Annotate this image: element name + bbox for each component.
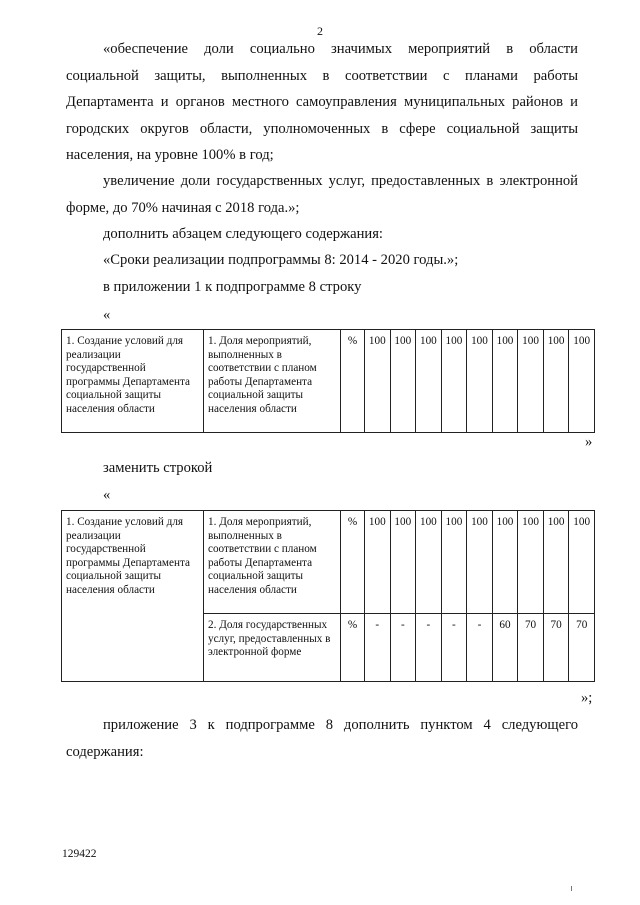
paragraph-replace: заменить строкой bbox=[103, 460, 213, 476]
value-cell: 100 bbox=[365, 330, 391, 433]
indicator-cell: 2. Доля государственных услуг, предоставленных в электронной форме bbox=[204, 614, 341, 682]
paragraph-add-clause: дополнить абзацем следующего содержания: bbox=[103, 226, 383, 242]
value-cell: 100 bbox=[441, 511, 467, 614]
unit-cell: % bbox=[341, 511, 365, 614]
value-cell: 60 bbox=[492, 614, 518, 682]
open-quote-2: « bbox=[103, 487, 111, 503]
value-cell: - bbox=[441, 614, 467, 682]
replacement-row-table bbox=[61, 510, 595, 682]
value-cell: - bbox=[365, 614, 391, 682]
document-code: 129422 bbox=[62, 848, 97, 860]
value-cell: 100 bbox=[441, 330, 467, 433]
value-cell: 100 bbox=[543, 330, 569, 433]
paragraph-electronic-services: увеличение доли государственных услуг, предоставленных в электронной форме, до 70% начиная с 2018 года.»; bbox=[66, 173, 578, 216]
task-cell: 1. Создание условий для реализации государственной программы Департамента социальной защиты населения области bbox=[62, 330, 204, 433]
value-cell: 100 bbox=[518, 330, 544, 433]
value-cell: 100 bbox=[365, 511, 391, 614]
value-cell: 100 bbox=[467, 511, 493, 614]
value-cell: 100 bbox=[390, 511, 416, 614]
unit-cell: % bbox=[341, 614, 365, 682]
paragraph-timeframe: «Сроки реализации подпрограммы 8: 2014 - 2020 годы.»; bbox=[103, 252, 459, 268]
value-cell: 100 bbox=[492, 330, 518, 433]
paragraph-indicator-level: «обеспечение доли социально значимых мероприятий в области социальной защиты, выполненных в соответствии с планами работы Департамента и органов местного самоуправления муниципальных районов и городских округов области, уполномоченных в сфере социальной защиты населения, на уровне 100% в год; bbox=[66, 41, 578, 163]
value-cell: 100 bbox=[416, 511, 442, 614]
value-cell: - bbox=[390, 614, 416, 682]
indicator-cell: 1. Доля мероприятий, выполненных в соответствии с планом работы Департамента социальной защиты населения области bbox=[204, 330, 341, 433]
value-cell: 100 bbox=[390, 330, 416, 433]
value-cell: - bbox=[416, 614, 442, 682]
value-cell: 70 bbox=[569, 614, 595, 682]
paragraph-appendix-row: в приложении 1 к подпрограмме 8 строку bbox=[103, 279, 362, 295]
value-cell: 100 bbox=[467, 330, 493, 433]
close-quote-1: » bbox=[585, 434, 593, 450]
unit-cell: % bbox=[341, 330, 365, 433]
page-number: 2 bbox=[317, 24, 323, 38]
value-cell: - bbox=[467, 614, 493, 682]
scan-mark bbox=[571, 886, 572, 891]
value-cell: 100 bbox=[518, 511, 544, 614]
value-cell: 100 bbox=[492, 511, 518, 614]
task-cell: 1. Создание условий для реализации государственной программы Департамента социальной защиты населения области bbox=[62, 511, 204, 682]
original-row-table bbox=[61, 329, 595, 433]
table-row bbox=[62, 511, 595, 614]
value-cell: 100 bbox=[569, 330, 595, 433]
value-cell: 100 bbox=[569, 511, 595, 614]
indicator-cell: 1. Доля мероприятий, выполненных в соответствии с планом работы Департамента социальной защиты населения области bbox=[204, 511, 341, 614]
value-cell: 100 bbox=[416, 330, 442, 433]
open-quote-1: « bbox=[103, 307, 111, 323]
paragraph-appendix-3: приложение 3 к подпрограмме 8 дополнить пунктом 4 следующего содержания: bbox=[66, 717, 578, 760]
value-cell: 70 bbox=[543, 614, 569, 682]
table-row bbox=[62, 330, 595, 433]
value-cell: 70 bbox=[518, 614, 544, 682]
close-quote-2: »; bbox=[581, 690, 593, 706]
value-cell: 100 bbox=[543, 511, 569, 614]
